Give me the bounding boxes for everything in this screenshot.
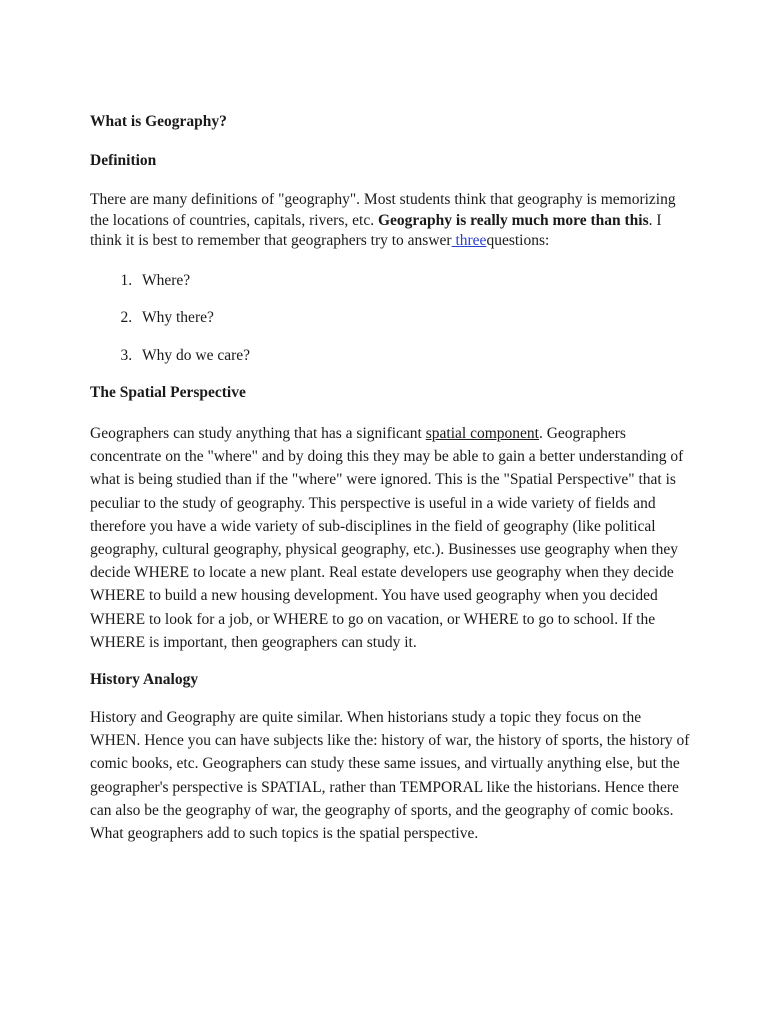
page-title: What is Geography?: [90, 113, 227, 130]
three-link[interactable]: three: [451, 232, 487, 249]
spatial-heading: The Spatial Perspective: [90, 384, 246, 401]
questions-list: [90, 271, 690, 366]
spatial-text-1: Geographers can study anything that has a significant: [90, 425, 426, 442]
history-heading: History Analogy: [90, 671, 199, 689]
definition-text-3: questions:: [486, 232, 550, 249]
definition-paragraph: [90, 190, 690, 252]
document-page: [90, 112, 690, 845]
definition-text-2: . I think it is best to remember that geographers try to answer: [90, 211, 662, 249]
history-paragraph: History and Geography are quite similar. When historians study a topic they focus on the WHEN. Hence you can have subjects like the: history of war, the history of sports, the history of comic books, etc. Geographers can study these same issues, and virtually anything else, but the geographer's perspective is SPATIAL, rather than TEMPORAL like the historians. Hence there can also be the geography of war, the geography of sports, and the geography of comic books. What geographers add to such topics is the spatial perspective.: [90, 709, 690, 843]
list-item: 1. Where?: [136, 271, 690, 291]
definition-bold-text: Geography is really much more than this: [377, 211, 649, 229]
spatial-text-2: . Geographers concentrate on the "where" and by doing this they may be able to gain a better understanding of what is being studied than if the "where" were ignored. This is the "Spatial Perspective" that is peculiar to the study of geography. This perspective is useful in a wide variety of fields and therefore you have a wide variety of sub-disciplines in the field of geography (like political geography, cultural geography, physical geography, etc.). Businesses use geography when they decide WHERE to locate a new plant. Real estate developers use geography when they decide WHERE to build a new housing development. You have used geography when you decided WHERE to look for a job, or WHERE to go on vacation, or WHERE to go to school. If the WHERE is important, then geographers can study it.: [90, 425, 684, 651]
list-item: 2. Why there?: [136, 308, 690, 328]
definition-heading: Definition: [90, 152, 157, 169]
definition-text-1: There are many definitions of "geography". Most students think that geography is memorizing the locations of countries, capitals, rivers, etc.: [90, 191, 676, 229]
spatial-component-text: spatial component: [425, 425, 539, 442]
spatial-paragraph: [90, 422, 690, 654]
list-item: 3. Why do we care?: [136, 346, 690, 366]
